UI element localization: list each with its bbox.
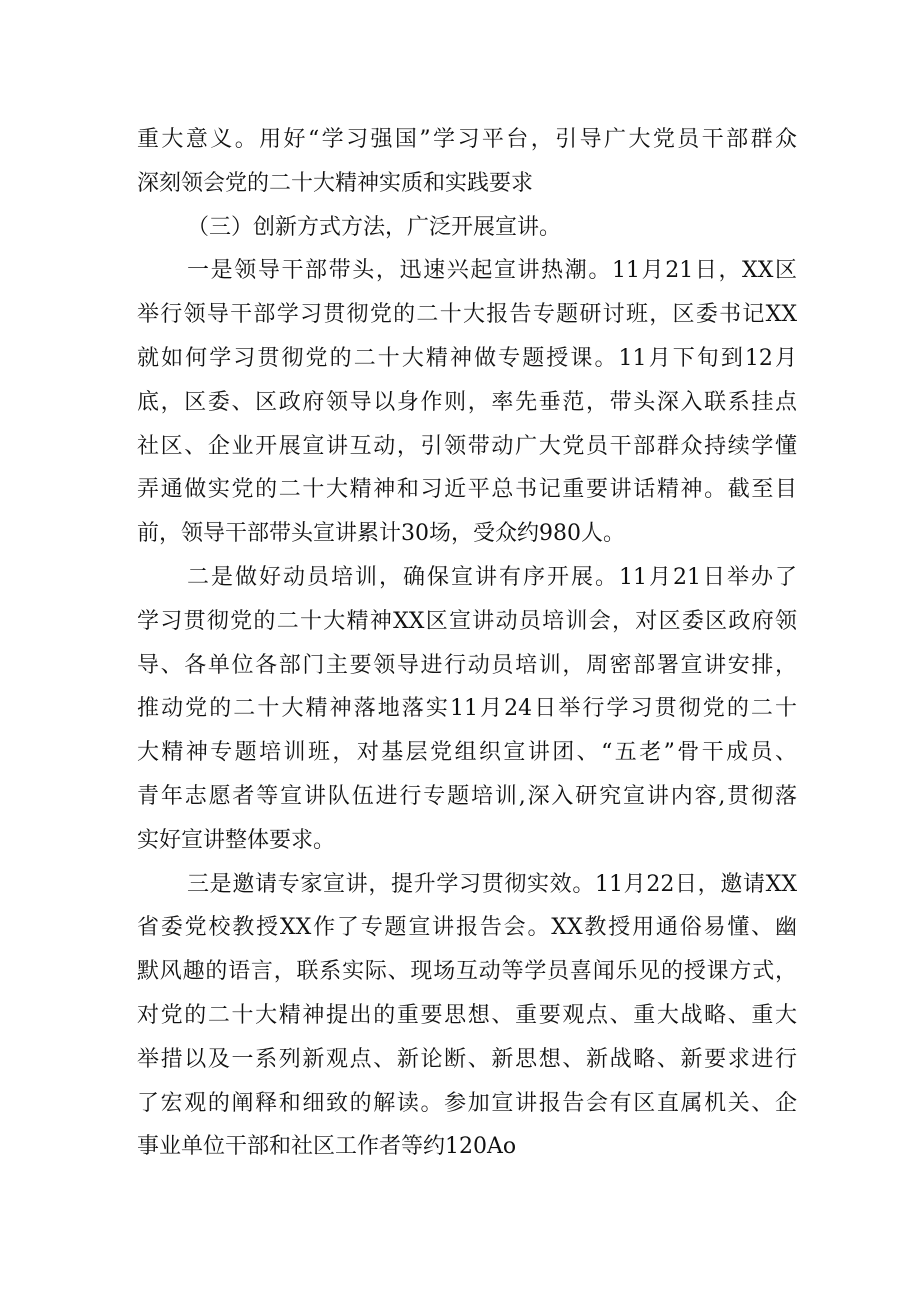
text-line: 弄通做实党的二十大精神和习近平总书记重要讲话精神。截至目	[137, 477, 797, 503]
text-line: 省委党校教授XX作了专题宣讲报告会。XX教授用通俗易懂、幽	[137, 915, 797, 941]
text-line: 举措以及一系列新观点、新论断、新思想、新战略、新要求进行	[137, 1046, 797, 1072]
text-line: 一是领导干部带头，迅速兴起宣讲热潮。11月21日，XX区	[187, 258, 797, 284]
text-line: 大精神专题培训班，对基层党组织宣讲团、“五老”骨干成员、	[137, 740, 797, 766]
text-line: 二是做好动员培训，确保宣讲有序开展。11月21日举办了	[187, 564, 797, 590]
text-line: 实好宣讲整体要求。	[137, 827, 336, 853]
paragraph-training	[137, 556, 797, 863]
section-heading	[137, 206, 797, 250]
text-line: 学习贯彻党的二十大精神XX区宣讲动员培训会，对区委区政府领	[137, 608, 797, 634]
text-line: 重大意义。用好“学习强国”学习平台，引导广大党员干部群众	[137, 127, 797, 152]
paragraph-experts	[137, 863, 797, 1170]
document-body	[137, 118, 797, 1169]
text-line: 推动党的二十大精神落地落实11月24日举行学习贯彻党的二十	[137, 696, 797, 722]
text-line: 深刻领会党的二十大精神实质和实践要求	[137, 170, 534, 196]
text-line: 事业单位干部和社区工作者等约120Ao	[137, 1134, 517, 1160]
text-line: 对党的二十大精神提出的重要思想、重要观点、重大战略、重大	[137, 1002, 797, 1028]
text-line: 前，领导干部带头宣讲累计30场，受众约980人。	[137, 521, 625, 547]
text-line: 底，区委、区政府领导以身作则，率先垂范，带头深入联系挂点	[137, 389, 797, 415]
text-line: 社区、企业开展宣讲互动，引领带动广大党员干部群众持续学懂	[137, 433, 797, 459]
text-line: 青年志愿者等宣讲队伍进行专题培训,深入研究宣讲内容,贯彻落	[137, 783, 797, 809]
text-line: 导、各单位各部门主要领导进行动员培训，周密部署宣讲安排，	[137, 652, 797, 678]
text-line: 默风趣的语言，联系实际、现场互动等学员喜闻乐见的授课方式，	[137, 959, 797, 985]
text-line: 了宏观的阐释和细致的解读。参加宣讲报告会有区直属机关、企	[137, 1090, 797, 1116]
paragraph-continuation	[137, 118, 797, 206]
paragraph-leaders	[137, 249, 797, 556]
text-line: 三是邀请专家宣讲，提升学习贯彻实效。11月22日，邀请XX	[187, 871, 797, 897]
text-line: （三）创新方式方法，广泛开展宣讲。	[187, 214, 562, 240]
text-line: 举行领导干部学习贯彻党的二十大报告专题研讨班，区委书记XX	[137, 302, 797, 328]
text-line: 就如何学习贯彻党的二十大精神做专题授课。11月下旬到12月	[137, 345, 797, 371]
